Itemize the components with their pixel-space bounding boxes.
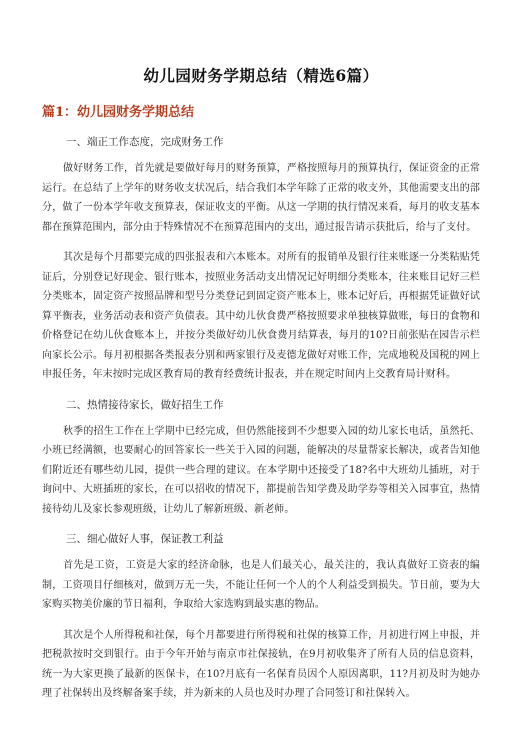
section-1: [42, 135, 480, 385]
chapter-title: 篇1：幼儿园财务学期总结: [42, 105, 195, 120]
section-3: [42, 532, 480, 704]
section-heading: 三、细心做好人事，保证教工利益: [66, 533, 224, 545]
section-heading: 二、热情接待家长，做好招生工作: [66, 398, 224, 411]
body-paragraph: 做好财务工作，首先就是要做好每月的财务预算，严格按照每月的预算执行，保证资金的正常运行。在总结了上学年的财务收支状况后，结合我们本学年除了正常的收支外，其他需要支出的部分，做了一份本学年收支预算表，保证收支的平衡。从这一学期的执行情况来看，每月的收支基本都在预算范围内，部分由于特殊情况不在预算范围内的支出，通过报告请示获批后，给与了支付。: [42, 163, 480, 233]
body-paragraph: 秋季的招生工作在上学期中已经完成，但仍然能接到不少想要入园的幼儿家长电话，虽然托、小班已经满额，也要耐心的回答家长一些关于入园的问题，能解决的尽量帮家长解决，或者告知他们附近还有哪些幼儿园，提供一些合理的建议。在本学期中还接受了18?名中大班幼儿插班，对于询问中、大班插班的家长，在可以招收的情况下，都提前告知学费及助学券等相关入园事宜，热情接待幼儿及家长参观班级，让幼儿了解新班级、新老师。: [42, 425, 480, 515]
body-paragraph: 其次是个人所得税和社保，每个月都要进行所得税和社保的核算工作，月初进行网上申报，并把税款按时交到银行。由于今年开始与南京市社保接轨，在9月初收集齐了所有人员的信息资料，统一为大家更换了最新的医保卡，在10?月底有一名保育员因个人原因离职，11?月初及时为她办理了社保转出及终解备案手续，并为新来的人员也及时办理了合同签订和社保转入。: [42, 629, 480, 699]
section-2: [42, 398, 480, 520]
body-paragraph: 其次是每个月都要完成的四张报表和六本账本。对所有的报销单及银行往来账逐一分类粘贴凭证后，分别登记好现金、银行账本，按照业务活动支出情况记好明细分类账本，往来账目记好三栏分类账本，固定资产按照品牌和型号分类登记到固定资产账本上，账本记好后，再根据凭证做好试算平衡表，业务活动表和资产负债表。其中幼儿伙食费严格按照要求单独核算做账，每日的食物和价格登记在幼儿伙食账本上，并按分类做好幼儿伙食费月结算表，每月的10?日前张贴在园告示栏向家长公示。每月初根据各类报表分别和两家银行及麦德龙做好对账工作，完成地税及国税的网上申报任务，年末按时完成区教育局的教育经费统计报表，并在规定时间内上交教育局计财科。: [42, 252, 480, 380]
section-heading: 一、端正工作态度，完成财务工作: [66, 136, 224, 148]
document-title: 幼儿园财务学期总结（精选6篇）: [143, 66, 379, 85]
body-paragraph: 首先是工资，工资是大家的经济命脉，也是人们最关心，最关注的，我认真做好工资表的编制，工资项目仔细核对，做到万无一失，不能让任何一个人的个人利益受到损失。节日前，要为大家购买物美价廉的节日福利，争取给大家选购到最实惠的物品。: [42, 560, 480, 610]
